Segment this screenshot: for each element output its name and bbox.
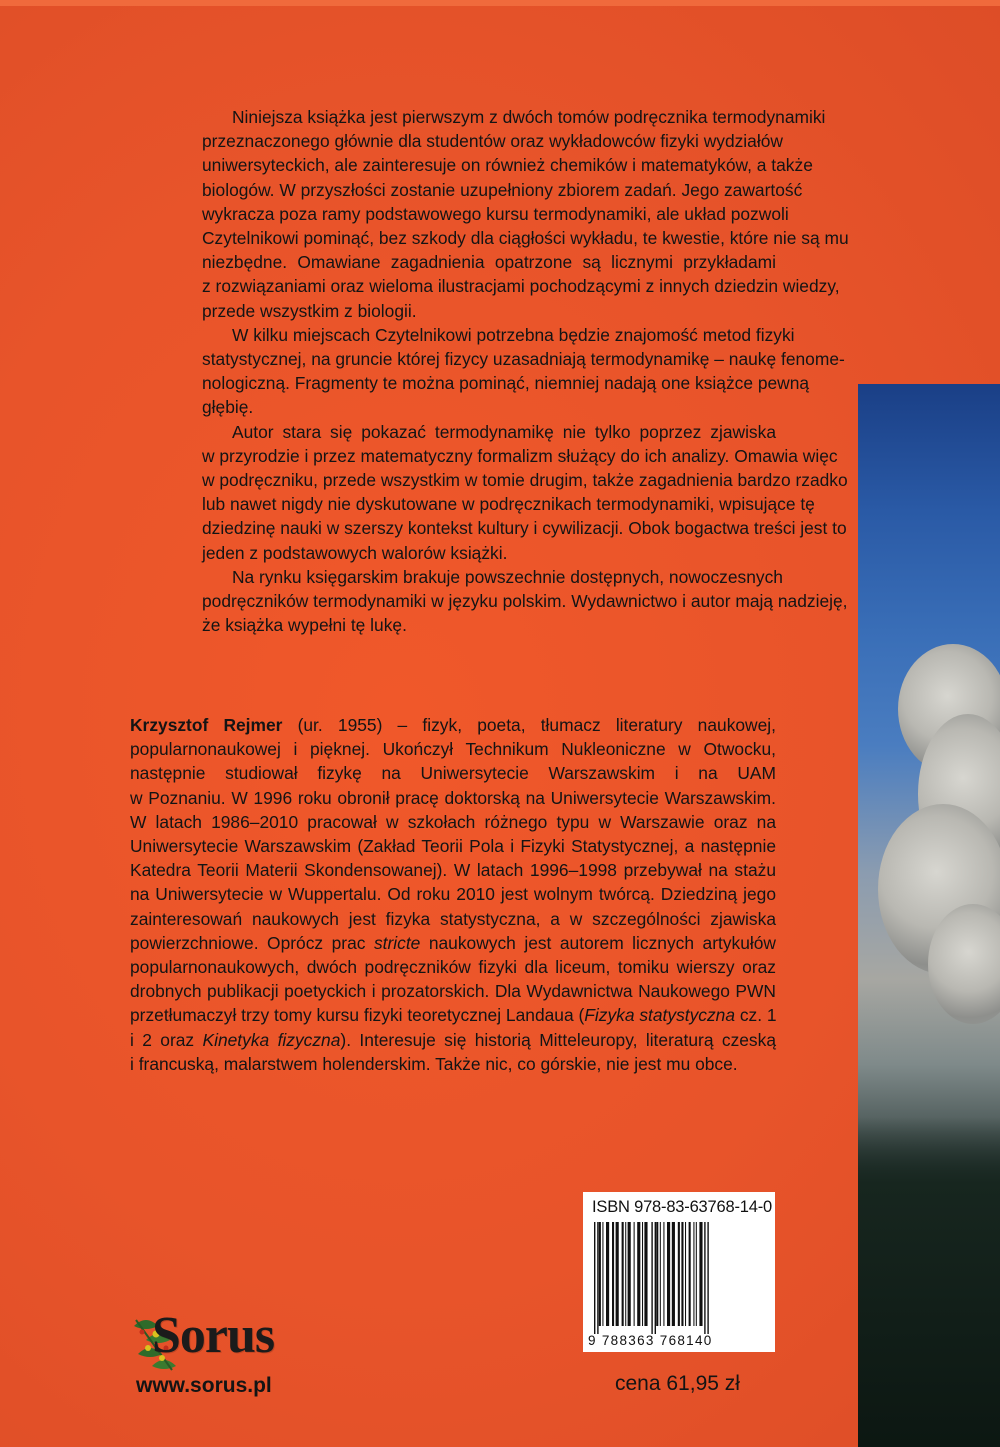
description-paragraph — [172, 105, 849, 323]
description-paragraph — [172, 420, 848, 565]
bio-line: W latach 1986–2010 pracował w szkołach różnego typu w Warszawie oraz na — [130, 811, 776, 832]
description-line: uniwersyteckich, ale zainteresuje on również chemików i matematyków, a także — [202, 155, 813, 176]
barcode-bar — [655, 1222, 656, 1334]
description-line: nologiczną. Fragmenty te można pominąć, niemniej nadają one książce pewną — [202, 373, 810, 394]
publisher-website: www.sorus.pl — [136, 1374, 272, 1397]
description-line: w przyrodzie i przez matematyczny formalizm służący do ich analizy. Omawia więc — [202, 445, 838, 466]
barcode-bar — [597, 1222, 598, 1334]
barcode-bar — [685, 1222, 686, 1326]
isbn-number: ISBN 978-83-63768-14-0 — [592, 1198, 772, 1216]
description-line: podręczników termodynamiki w języku polskim. Wydawnictwo i autor mają nadzieję, — [202, 591, 848, 612]
description-line: jeden z podstawowych walorów książki. — [202, 542, 508, 563]
barcode-bar — [599, 1222, 601, 1326]
bio-line: popularnonaukowej i pięknej. Ukończył Technikum Nukleoniczne w Otwocku, — [130, 739, 776, 760]
author-name: Krzysztof Rejmer — [130, 715, 283, 735]
barcode-bar — [696, 1222, 697, 1326]
barcode-bar — [667, 1222, 670, 1326]
bio-line: powierzchniowe. Oprócz prac stricte naukowych jest autorem licznych artykułów — [130, 932, 776, 953]
barcode-bar — [602, 1222, 603, 1326]
barcode-bar — [689, 1222, 691, 1326]
barcode-bar — [656, 1222, 658, 1326]
bio-line: Uniwersytecie Warszawskim (Zakład Teorii Pola i Fizyki Statystycznej, a następnie — [130, 836, 776, 857]
description-paragraph — [172, 323, 845, 420]
description-line: przede wszystkim z biologii. — [202, 300, 417, 321]
bio-line: i 2 oraz Kinetyka fizyczna). Interesuje się historią Mitteleuropy, literaturą czeską — [130, 1029, 776, 1050]
book-description — [172, 105, 849, 637]
barcode-bar — [606, 1222, 609, 1326]
bio-line: na Uniwersytecie w Wuppertalu. Od roku 2010 jest wolnym twórcą. Dziedziną jego — [130, 884, 776, 905]
price-label: cena 61,95 zł — [615, 1372, 740, 1395]
barcode-bar — [644, 1222, 647, 1326]
barcode-bar — [612, 1222, 614, 1326]
bio-line: Krzysztof Rejmer (ur. 1955) – fizyk, poeta, tłumacz literatury naukowej, — [130, 715, 776, 735]
bio-line: w Poznaniu. W 1996 roku obronił pracę doktorską na Uniwersytecie Warszawskim. — [130, 787, 776, 808]
bio-line: drobnych publikacji poetyckich i prozatorskich. Dla Wydawnictwa Naukowego PWN — [130, 981, 776, 1002]
bio-paragraph — [130, 713, 776, 1076]
barcode-bar — [634, 1222, 635, 1326]
bio-line: popularnonaukowych, dwóch podręczników fizyki dla liceum, tomiku wierszy oraz — [130, 957, 776, 978]
cover-edge — [0, 0, 1000, 6]
barcode-bar — [678, 1222, 680, 1326]
description-line: biologów. W przyszłości zostanie uzupełniony zbiorem zadań. Jego zawartość — [202, 179, 803, 200]
bio-line: przetłumaczył trzy tomy kursu fizyki teoretycznej Landaua (Fizyka statystyczna cz. 1 — [130, 1005, 777, 1026]
description-line: że książka wypełni tę lukę. — [202, 615, 407, 636]
barcode-bar — [642, 1222, 643, 1326]
description-line: Na rynku księgarskim brakuje powszechnie dostępnych, nowoczesnych — [232, 566, 783, 587]
description-line: niezbędne. Omawiane zagadnienia opatrzone są licznymi przykładami — [202, 252, 776, 273]
dark-foliage — [858, 1117, 1000, 1447]
description-paragraph — [172, 565, 848, 638]
barcode-bar — [622, 1222, 624, 1326]
barcode-bar — [625, 1222, 626, 1326]
bio-line: zainteresowań naukowych jest fizyka statystyczna, a w szczególności zjawiska — [130, 908, 776, 929]
description-line: z rozwiązaniami oraz wieloma ilustracjami pochodzącymi z innych dziedzin wiedzy, — [202, 276, 840, 297]
barcode-bar — [707, 1222, 708, 1334]
barcode-bar — [704, 1222, 705, 1334]
description-line: statystycznej, na gruncie której fizycy uzasadniają termodynamikę – naukę fenome- — [202, 349, 845, 370]
description-line: Niniejsza książka jest pierwszym z dwóch tomów podręcznika termodynamiki — [232, 107, 826, 127]
barcode-bar — [699, 1222, 702, 1326]
description-line: Autor stara się pokazać termodynamikę nie tylko poprzez zjawiska — [232, 421, 776, 442]
barcode-bar — [681, 1222, 683, 1326]
barcode-bar — [616, 1222, 619, 1326]
barcode-bar — [660, 1222, 661, 1326]
description-line: dziedzinę nauki w szerszy kontekst kultury i cywilizacji. Obok bogactwa treści jest to — [202, 518, 847, 539]
barcode-bar — [663, 1222, 664, 1326]
bio-line: następnie studiował fizykę na Uniwersytecie Warszawskim i na UAM — [130, 763, 776, 784]
barcode-bar — [651, 1222, 652, 1334]
barcode-bar — [672, 1222, 675, 1326]
description-line: Czytelnikowi pominąć, bez szkody dla ciągłości wykładu, te kwestie, które nie są mu — [202, 228, 849, 249]
description-line: W kilku miejscach Czytelnikowi potrzebna będzie znajomość metod fizyki — [232, 324, 795, 345]
barcode-bar — [693, 1222, 694, 1326]
description-line: wykracza poza ramy podstawowego kursu termodynamiki, ale układ pozwoli — [202, 203, 789, 224]
author-biography — [130, 713, 776, 1076]
barcode-bar — [628, 1222, 631, 1326]
description-line: głębię. — [202, 397, 254, 418]
cover-photo-strip — [858, 384, 1000, 1447]
bio-line: Katedra Teorii Materii Skondensowanej). W latach 1996–1998 przebywał na stażu — [130, 860, 776, 881]
barcode-digits: 9 788363 768140 — [588, 1333, 713, 1348]
bio-line: i francuską, malarstwem holenderskim. Także nic, co górskie, nie jest mu obce. — [130, 1053, 738, 1074]
description-line: w podręczniku, przede wszystkim w tomie drugim, także zagadnienia bardzo rzadko — [202, 470, 848, 491]
publisher-logo-text: Sorus — [152, 1307, 275, 1364]
description-line: lub nawet nigdy nie dyskutowane w podręcznikach termodynamiki, wpisujące tę — [202, 494, 815, 515]
description-line: przeznaczonego głównie dla studentów oraz wykładowców fizyki wydziałów — [202, 131, 783, 152]
barcode-bars — [590, 1222, 770, 1334]
barcode-bar — [637, 1222, 640, 1326]
barcode-bar — [594, 1222, 595, 1334]
